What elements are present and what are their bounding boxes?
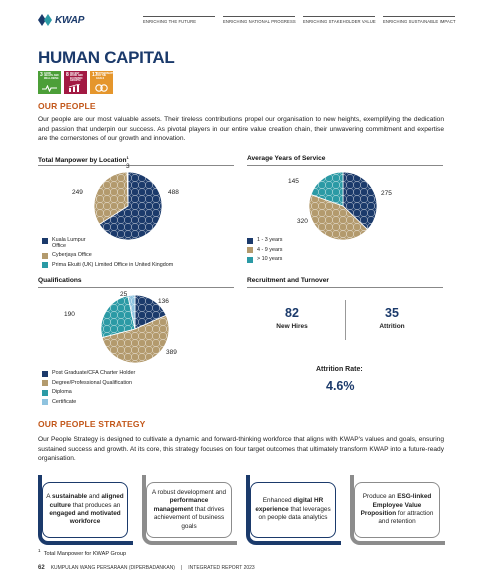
attrition-rate-label: Attrition Rate: xyxy=(316,366,363,373)
legend-swatch xyxy=(42,390,48,396)
card-text: and xyxy=(87,493,102,501)
qualifications-chart-title: Qualifications xyxy=(38,277,82,284)
stat-divider xyxy=(345,300,346,340)
legend-label: Post Graduate/CFA Charter Holder xyxy=(52,370,136,376)
recruitment-title: Recruitment and Turnover xyxy=(247,277,329,284)
data-label-1-3-years: 275 xyxy=(381,190,392,197)
data-label-cyberjaya: 249 xyxy=(72,189,83,196)
divider xyxy=(247,287,443,288)
new-hires-value: 82 xyxy=(285,306,299,320)
kwap-logo-icon xyxy=(38,14,52,26)
data-label-degree: 389 xyxy=(166,349,177,356)
card-body xyxy=(146,482,232,538)
legend-swatch xyxy=(42,253,48,259)
data-label-diploma: 190 xyxy=(64,311,75,318)
manpower-chart-title xyxy=(38,155,129,164)
qualifications-pattern-overlay xyxy=(101,295,169,363)
attrition-label: Attrition xyxy=(379,323,405,330)
card-body xyxy=(42,482,128,538)
legend-label: Diploma xyxy=(52,389,72,395)
legend-label: 1 - 3 years xyxy=(257,237,283,243)
card-text: Produce an xyxy=(362,493,398,501)
logo-text: KWAP xyxy=(55,14,85,26)
service-pattern-overlay xyxy=(309,172,377,240)
section-heading-strategy: OUR PEOPLE STRATEGY xyxy=(38,419,146,429)
sdg-label: GOOD HEALTH AND WELL-BEING xyxy=(44,72,59,80)
divider xyxy=(247,165,443,166)
nav-item[interactable]: ENRICHING THE FUTURE xyxy=(143,16,215,24)
legend-swatch xyxy=(42,238,48,244)
legend-swatch xyxy=(42,262,48,268)
legend-swatch xyxy=(247,238,253,244)
nav-item[interactable]: ENRICHING SUSTAINABLE IMPACT xyxy=(383,16,455,24)
legend-swatch xyxy=(247,257,253,263)
sdg-number: 3 xyxy=(40,72,43,78)
service-pie-chart xyxy=(308,171,378,241)
divider xyxy=(38,165,234,166)
legend-label: Certificate xyxy=(52,398,77,405)
manpower-pattern-overlay xyxy=(94,172,162,240)
card-text: that drives achievement of business goals xyxy=(153,505,225,530)
card-text: A robust development and xyxy=(151,488,227,496)
card-text: for attraction and retention xyxy=(378,510,434,526)
strategy-card-2 xyxy=(142,475,237,545)
card-text: that produces an xyxy=(70,501,121,509)
legend-item xyxy=(247,247,367,254)
legend-swatch xyxy=(42,399,48,405)
card-text-bold: sustainable xyxy=(51,493,88,501)
page-footer xyxy=(38,565,255,571)
card-text-bold: performance management xyxy=(153,497,209,513)
legend-label: Degree/Professional Qualification xyxy=(52,379,133,386)
service-chart-title: Average Years of Service xyxy=(247,155,326,162)
card-text-bold: ESG-linked Employee Value Proposition xyxy=(360,493,432,517)
card-text-bold: aligned culture xyxy=(49,493,124,509)
kwap-logo xyxy=(38,14,84,26)
data-label-prima-ekuiti: 3 xyxy=(126,163,130,170)
footnote-marker: 1 xyxy=(126,155,129,160)
service-legend xyxy=(247,237,367,266)
strategy-card-4 xyxy=(350,475,445,545)
growth-chart-icon xyxy=(68,84,83,92)
footnote xyxy=(38,548,126,557)
legend-swatch xyxy=(42,371,48,377)
heartbeat-icon xyxy=(42,85,57,92)
footnote-marker: 1 xyxy=(38,548,41,553)
data-label-over-10-years: 145 xyxy=(288,178,299,185)
strategy-paragraph: Our People Strategy is designed to cultivate a dynamic and forward-thinking workforce that aligns with KWAP's values and goals, ensuring sustained success and growth. At its core, this strategy focuses on four target outcomes that ultimately transform KWAP into a future-ready organisation. xyxy=(38,436,444,463)
legend-item xyxy=(42,389,232,396)
footer-separator: | xyxy=(180,565,183,571)
new-hires-label: New Hires xyxy=(276,323,308,330)
legend-item xyxy=(247,237,367,244)
page-number: 62 xyxy=(38,565,45,571)
sdg-badges xyxy=(38,71,113,94)
top-navigation xyxy=(143,16,455,24)
legend-item xyxy=(42,399,232,406)
sdg-badge-17 xyxy=(90,71,113,94)
qualifications-legend xyxy=(42,370,232,408)
legend-label: > 10 years xyxy=(257,256,283,262)
section-heading-our-people: OUR PEOPLE xyxy=(38,101,96,111)
legend-item xyxy=(247,256,367,263)
legend-item xyxy=(42,370,232,377)
legend-item xyxy=(42,237,232,249)
legend-item xyxy=(42,380,232,387)
nav-item[interactable]: ENRICHING STAKEHOLDER VALUE xyxy=(303,16,375,24)
legend-swatch xyxy=(42,380,48,386)
card-body xyxy=(354,482,440,538)
nav-item[interactable]: ENRICHING NATIONAL PROGRESS xyxy=(223,16,295,24)
footer-report: INTEGRATED REPORT 2023 xyxy=(188,565,255,571)
data-label-kuala-lumpur: 488 xyxy=(168,189,179,196)
strategy-card-3 xyxy=(246,475,341,545)
partnership-rings-icon xyxy=(94,84,109,92)
sdg-label: DECENT WORK AND ECONOMIC GROWTH xyxy=(70,72,83,82)
legend-swatch xyxy=(247,247,253,253)
card-text-bold: engaged and motivated workforce xyxy=(49,510,121,526)
card-text: A xyxy=(46,493,52,501)
attrition-rate-value: 4.6% xyxy=(326,379,355,393)
card-text: Enhanced xyxy=(262,497,294,505)
footnote-text: Total Manpower for KWAP Group xyxy=(43,550,127,557)
legend-item xyxy=(42,252,232,259)
attrition-value: 35 xyxy=(385,306,399,320)
strategy-card-1 xyxy=(38,475,133,545)
divider xyxy=(38,287,234,288)
our-people-paragraph: Our people are our most valuable assets. Their tireless contributions propel our organisation to new heights, exemplifying the dedication and passion that underpin our success. As pivotal players in our entire value creation chain, their unwavering commitment and expertise are the cornerstones of our growth and innovation. xyxy=(38,116,444,143)
legend-label: Prima Ekuiti (UK) Limited Office in United Kingdom xyxy=(52,261,174,268)
manpower-pie-chart xyxy=(93,171,163,241)
sdg-number: 8 xyxy=(66,72,69,78)
card-text-bold: digital HR experience xyxy=(255,497,324,513)
footer-org: KUMPULAN WANG PERSARAAN (DIPERBADANKAN) xyxy=(50,565,175,571)
data-label-certificate: 25 xyxy=(120,291,128,298)
page-title: HUMAN CAPITAL xyxy=(38,48,175,67)
card-body xyxy=(250,482,336,538)
legend-label: 4 - 9 years xyxy=(257,246,283,253)
data-label-4-9-years: 320 xyxy=(297,218,308,225)
legend-label: Kuala Lumpur Office xyxy=(52,237,86,249)
sdg-label: PARTNERSHIPS FOR THE GOALS xyxy=(96,72,114,80)
sdg-badge-3 xyxy=(38,71,61,94)
legend-label: Cyberjaya Office xyxy=(52,252,92,258)
data-label-post-graduate: 136 xyxy=(158,298,169,305)
sdg-badge-8 xyxy=(64,71,87,94)
sdg-number: 17 xyxy=(92,72,98,78)
manpower-title-text: Total Manpower by Location xyxy=(38,157,127,165)
card-text: that leverages on people data analytics xyxy=(258,505,331,522)
legend-item xyxy=(42,262,232,269)
manpower-legend xyxy=(42,237,232,271)
